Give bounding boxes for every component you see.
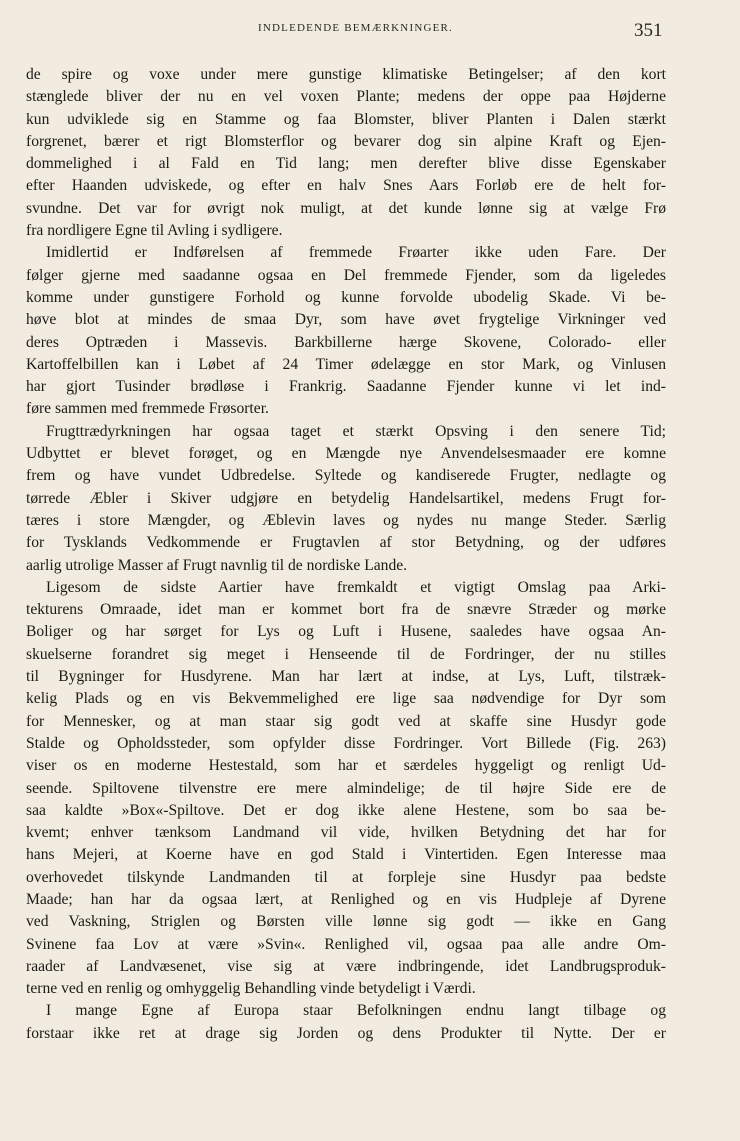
text-line: forstaar ikke ret at drage sig Jorden og dens Produkter til Nytte. Der er [26, 1024, 666, 1042]
text-line: Stalde og Opholdssteder, som opfylder disse Fordringer. Vort Billede (Fig. 263) [26, 734, 666, 752]
text-line: forgrenet, bærer et rigt Blomsterflor og bevarer dog sin alpine Kraft og Ejen- [26, 132, 666, 150]
text-line: hans Mejeri, at Koerne have en god Stald i Vintertiden. Egen Interesse maa [26, 846, 666, 864]
text-line: terne ved en renlig og omhyggelig Behandling vinde betydeligt i Værdi. [26, 980, 476, 998]
text-line: saa kaldte »Box«-Spiltove. Det er dog ikke alene Hestene, som bo saa be- [26, 801, 666, 819]
text-line: efter Haanden udviskede, og efter en halv Snes Aars Forløb ere de helt for- [26, 177, 666, 195]
text-line: Frugttrædyrkningen har ogsaa taget et stærkt Opsving i den senere Tid; [46, 422, 666, 440]
text-line: stænglede bliver der nu en vel voxen Plante; medens der oppe paa Højderne [26, 88, 666, 106]
text-line: Udbyttet er blevet forøget, og en Mængde nye Anvendelsesmaader ere komne [26, 445, 666, 463]
text-line: høve blot at mindes de smaa Dyr, som have øvet frygtelige Virkninger ved [26, 311, 666, 329]
text-line: deres Optræden i Massevis. Barkbillerne hærge Skovene, Colorado- eller [26, 333, 666, 351]
page-number: 351 [634, 20, 663, 41]
text-line: ved Vaskning, Striglen og Børsten ville lønne sig godt — ikke en Gang [26, 913, 666, 931]
text-line: aarlig utrolige Masser af Frugt navnlig til de nordiske Lande. [26, 556, 408, 574]
text-line: Imidlertid er Indførelsen af fremmede Frøarter ikke uden Fare. Der [46, 244, 666, 262]
text-line: Boliger og har sørget for Lys og Luft i Husene, saaledes have ogsaa An- [26, 623, 666, 641]
text-line: til Bygninger for Husdyrene. Man har lært at indse, at Lys, Luft, tilstræk- [26, 668, 666, 686]
text-line: følger gjerne med saadanne ogsaa en Del fremmede Fjender, som da ligeledes [26, 266, 666, 284]
text-line: seende. Spiltovene tilvenstre ere mere almindelige; de til højre Side ere de [26, 779, 666, 797]
body-text [26, 64, 666, 1045]
text-line: skuelserne forandret sig meget i Henseende til de Fordringer, der nu stilles [26, 645, 666, 663]
text-line: tørrede Æbler i Skiver udgjøre en betydelig Handelsartikel, medens Frugt for- [26, 489, 666, 507]
text-line: for Tysklands Vedkommende er Frugtavlen af stor Betydning, og der udføres [26, 534, 666, 552]
text-line: har gjort Tusinder brødløse i Frankrig. Saadanne Fjender kunne vi let ind- [26, 378, 666, 396]
text-line: Maade; han har da ogsaa lært, at Renlighed og en vis Hudpleje af Dyrene [26, 890, 666, 908]
text-line: kun udviklede sig en Stamme og faa Blomster, bliver Planten i Dalen stærkt [26, 110, 666, 128]
text-line: fra nordligere Egne til Avling i sydligere. [26, 222, 283, 240]
text-line: komme under gunstigere Forhold og kunne forvolde ubodelig Skade. Vi be- [26, 288, 666, 306]
text-line: svundne. Det var for øvrigt nok muligt, at det kunde lønne sig at vælge Frø [26, 199, 666, 217]
text-line: Kartoffelbillen kan i Løbet af 24 Timer ødelægge en stor Mark, og Vinlusen [26, 355, 666, 373]
text-line: føre sammen med fremmede Frøsorter. [26, 400, 269, 418]
text-line: viser os en moderne Hestestald, som har et særdeles hyggeligt og renligt Ud- [26, 757, 666, 775]
text-line: for Mennesker, og at man staar sig godt ved at skaffe sine Husdyr gode [26, 712, 666, 730]
text-line: Svinene faa Lov at være »Svin«. Renlighed vil, ogsaa paa alle andre Om- [26, 935, 666, 953]
text-line: dommelighed i al Fald en Tid lang; men derefter blive disse Egenskaber [26, 155, 666, 173]
text-line: I mange Egne af Europa staar Befolkningen endnu langt tilbage og [46, 1002, 666, 1020]
text-line: tæres i store Mængder, og Æblevin laves og nydes nu mange Steder. Særlig [26, 511, 666, 529]
running-header: INDLEDENDE BEMÆRKNINGER. [258, 22, 454, 34]
text-line: raader af Landvæsenet, vise sig at være indbringende, idet Landbrugsproduk- [26, 957, 666, 975]
text-line: kelig Plads og en vis Bekvemmelighed ere lige saa nødvendige for Dyr som [26, 690, 666, 708]
text-line: tekturens Omraade, idet man er kommet bort fra de snævre Stræder og mørke [26, 601, 666, 619]
text-line: de spire og voxe under mere gunstige klimatiske Betingelser; af den kort [26, 66, 666, 83]
text-line: Ligesom de sidste Aartier have fremkaldt et vigtigt Omslag paa Arki- [46, 578, 666, 596]
text-line: overhovedet tilskynde Landmanden til at forpleje sine Husdyr paa bedste [26, 868, 666, 886]
text-line: kvemt; enhver tænksom Landmand vil vide, hvilken Betydning det har for [26, 824, 666, 842]
text-line: frem og have vundet Udbredelse. Syltede og kandiserede Frugter, nedlagte og [26, 467, 666, 485]
